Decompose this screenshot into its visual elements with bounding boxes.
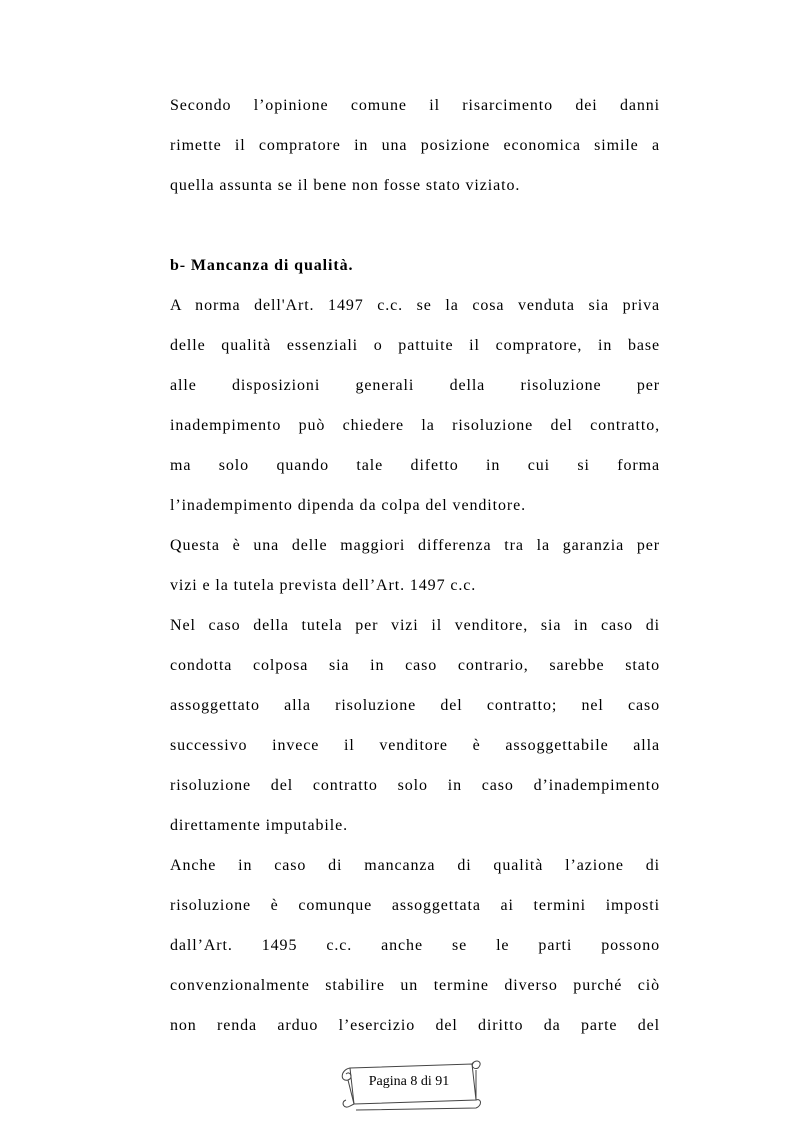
paragraph — [170, 846, 660, 1046]
text-line: risoluzione è comunque assoggettata ai termini imposti — [170, 897, 660, 914]
document-body — [170, 86, 660, 1046]
paragraph — [170, 286, 660, 526]
text-line: A norma dell'Art. 1497 c.c. se la cosa venduta sia priva — [170, 297, 660, 314]
paragraph — [170, 526, 660, 606]
text-line: vizi e la tutela prevista dell’Art. 1497 c.c. — [170, 577, 477, 594]
text-line: assoggettato alla risoluzione del contratto; nel caso — [170, 697, 660, 714]
text-line: inadempimento può chiedere la risoluzione del contratto, — [170, 417, 660, 434]
text-line: Secondo l’opinione comune il risarcimento dei danni — [170, 97, 660, 114]
text-line: Nel caso della tutela per vizi il venditore, sia in caso di — [170, 617, 660, 634]
paragraph — [170, 606, 660, 846]
paragraph — [170, 86, 660, 206]
text-line: l’inadempimento dipenda da colpa del venditore. — [170, 497, 526, 514]
text-line: dall’Art. 1495 c.c. anche se le parti possono — [170, 937, 660, 954]
text-line: ma solo quando tale difetto in cui si forma — [170, 457, 660, 474]
text-line: condotta colposa sia in caso contrario, sarebbe stato — [170, 657, 660, 674]
text-line: Questa è una delle maggiori differenza tra la garanzia per — [170, 537, 660, 554]
text-line: successivo invece il venditore è assoggettabile alla — [170, 737, 660, 754]
text-line: rimette il compratore in una posizione economica simile a — [170, 137, 660, 154]
section-heading: b- Mancanza di qualità. — [170, 257, 354, 274]
text-line: quella assunta se il bene non fosse stato viziato. — [170, 177, 521, 194]
text-line: risoluzione del contratto solo in caso d’inadempimento — [170, 777, 660, 794]
text-line: alle disposizioni generali della risoluzione per — [170, 377, 660, 394]
text-line: Anche in caso di mancanza di qualità l’azione di — [170, 857, 660, 874]
page-number: Pagina 8 di 91 — [368, 1074, 450, 1089]
text-line: convenzionalmente stabilire un termine diverso purché ciò — [170, 977, 660, 994]
text-line: delle qualità essenziali o pattuite il compratore, in base — [170, 337, 660, 354]
page-footer — [336, 1056, 482, 1112]
text-line: direttamente imputabile. — [170, 817, 348, 834]
text-line: non renda arduo l’esercizio del diritto da parte del — [170, 1017, 660, 1034]
